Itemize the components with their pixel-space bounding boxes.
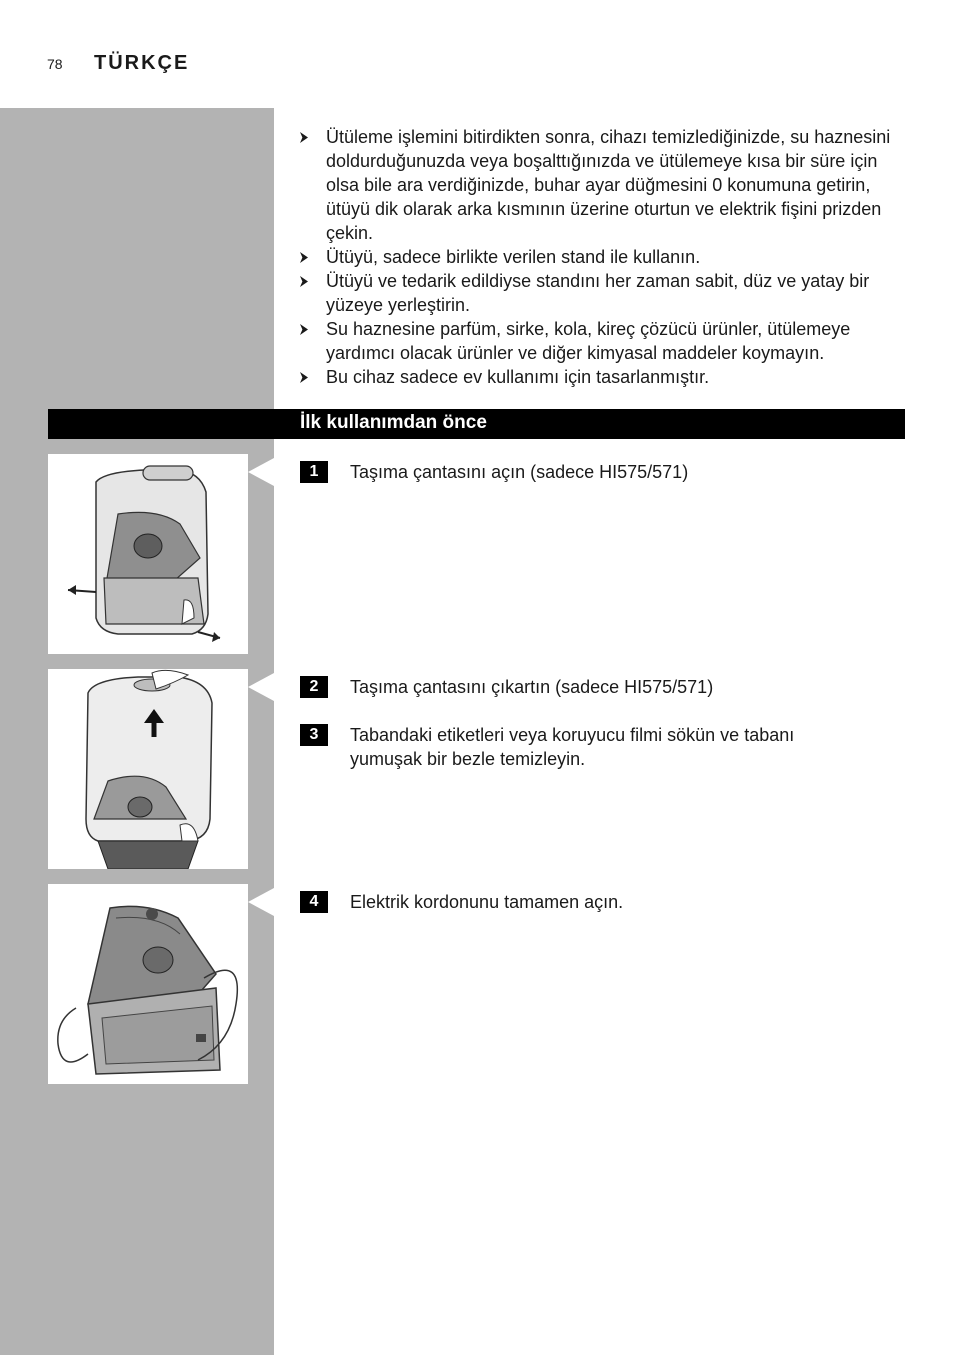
- figure-pointer: [248, 888, 274, 916]
- step-4: [300, 890, 870, 914]
- step-3: [300, 723, 870, 771]
- list-item: [300, 125, 910, 245]
- list-item-text: Su haznesine parfüm, sirke, kola, kireç çözücü ürünler, ütülemeye yardımcı olacak ürünler ve diğer kimyasal maddeler koymayın.: [326, 319, 851, 363]
- step-text: Taşıma çantasını açın (sadece HI575/571): [350, 462, 689, 482]
- list-item-text: Ütüyü, sadece birlikte verilen stand ile kullanın.: [326, 247, 701, 267]
- list-item-text: Bu cihaz sadece ev kullanımı için tasarlanmıştır.: [326, 367, 710, 387]
- list-item: [300, 245, 910, 269]
- page-number: 78: [47, 56, 63, 72]
- bullet-icon: [300, 276, 308, 287]
- language-title: TÜRKÇE: [94, 52, 190, 74]
- figure-pointer: [248, 673, 274, 701]
- figure-pointer: [248, 458, 274, 486]
- step-2: [300, 675, 870, 699]
- list-item-text: Ütüyü ve tedarik edildiyse standını her zaman sabit, düz ve yatay bir yüzeye yerleştirin.: [326, 271, 870, 315]
- step-number: 1: [300, 461, 328, 483]
- figure-remove-case: [48, 669, 248, 869]
- bullet-icon: [300, 372, 308, 383]
- bullet-icon: [300, 132, 308, 143]
- warning-list: [300, 125, 910, 389]
- bullet-icon: [300, 252, 308, 263]
- section-header: [48, 409, 905, 439]
- step-number: 3: [300, 724, 328, 746]
- list-item: [300, 365, 910, 389]
- bullet-icon: [300, 324, 308, 335]
- figure-unwind-cord: [48, 884, 248, 1084]
- step-number: 2: [300, 676, 328, 698]
- step-text: Tabandaki etiketleri veya koruyucu filmi sökün ve tabanı yumuşak bir bezle temizleyin.: [350, 725, 795, 769]
- step-text: Taşıma çantasını çıkartın (sadece HI575/571): [350, 677, 714, 697]
- section-title: İlk kullanımdan önce: [300, 412, 487, 433]
- list-item: [300, 269, 910, 317]
- step-1: [300, 460, 870, 484]
- step-number: 4: [300, 891, 328, 913]
- step-text: Elektrik kordonunu tamamen açın.: [350, 892, 624, 912]
- list-item: [300, 317, 910, 365]
- figure-open-case: [48, 454, 248, 654]
- list-item-text: Ütüleme işlemini bitirdikten sonra, cihazı temizlediğinizde, su haznesini doldurduğunuzda veya boşalttığınızda ve ütülemeye kısa bir süre için olsa bile ara verdiğinizde, buhar ayar düğmesini 0 konumuna getirin, ütüyü dik olarak arka kısmının üzerine oturtun ve elektrik fişini prizden çekin.: [326, 127, 891, 243]
